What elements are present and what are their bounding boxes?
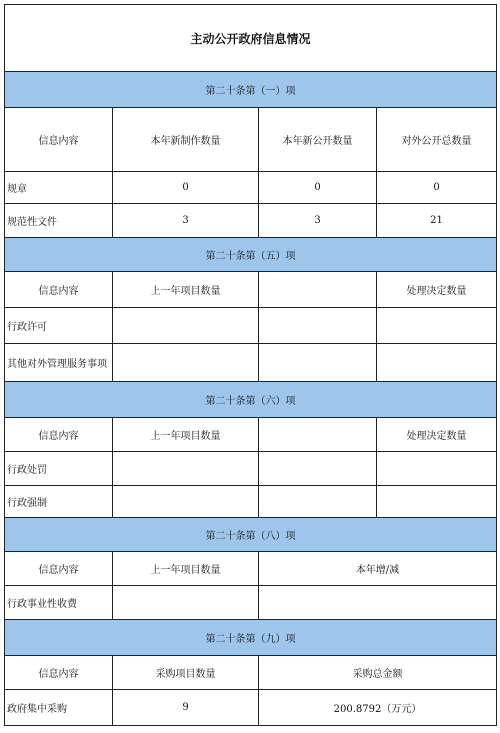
table-row [5,690,497,726]
column-header [259,272,377,308]
cell-value: 200.8792（万元） [259,690,497,726]
table-title: 主动公开政府信息情况 [5,5,497,72]
column-header: 处理决定数量 [377,418,497,452]
section-heading-1: 第二十条第（一）项 [5,72,497,108]
cell-value [113,586,259,620]
row-label: 行政强制 [5,486,113,518]
row-label: 其他对外管理服务事项 [5,344,113,382]
row-label: 行政处罚 [5,452,113,486]
cell-value [259,344,377,382]
cell-value [113,486,259,518]
column-header: 采购总金额 [259,656,497,690]
column-header: 采购项目数量 [113,656,259,690]
column-header: 上一年项目数量 [113,552,259,586]
column-header: 信息内容 [5,272,113,308]
row-label: 规章 [5,172,113,204]
section-heading-6: 第二十条第（六）项 [5,382,497,418]
column-header: 信息内容 [5,656,113,690]
row-label: 行政许可 [5,308,113,344]
column-header: 本年新制作数量 [113,108,259,172]
cell-value [377,452,497,486]
column-header: 上一年项目数量 [113,272,259,308]
cell-value [113,344,259,382]
column-header [259,418,377,452]
column-header: 信息内容 [5,552,113,586]
cell-value [259,308,377,344]
cell-value: 0 [377,172,497,204]
column-header: 处理决定数量 [377,272,497,308]
cell-value: 9 [113,690,259,726]
column-header: 信息内容 [5,108,113,172]
section-heading-8: 第二十条第（八）项 [5,518,497,552]
cell-value [377,308,497,344]
cell-value [259,586,497,620]
column-header: 对外公开总数量 [377,108,497,172]
table-row [5,586,497,620]
table-row [5,204,497,238]
cell-value [113,308,259,344]
row-label: 规范性文件 [5,204,113,238]
cell-value [259,452,377,486]
table-row [5,172,497,204]
cell-value [377,486,497,518]
cell-value: 3 [259,204,377,238]
row-label: 行政事业性收费 [5,586,113,620]
cell-value: 21 [377,204,497,238]
cell-value: 0 [259,172,377,204]
section-heading-9: 第二十条第（九）项 [5,620,497,656]
info-table [4,4,497,726]
section-heading-5: 第二十条第（五）项 [5,238,497,272]
cell-value: 3 [113,204,259,238]
row-label: 政府集中采购 [5,690,113,726]
cell-value [113,452,259,486]
cell-value [377,344,497,382]
cell-value: 0 [113,172,259,204]
table-row [5,452,497,486]
table-row [5,308,497,344]
column-header: 本年新公开数量 [259,108,377,172]
column-header: 上一年项目数量 [113,418,259,452]
cell-value [259,486,377,518]
column-header: 本年增/减 [259,552,497,586]
table-row [5,344,497,382]
column-header: 信息内容 [5,418,113,452]
table-row [5,486,497,518]
